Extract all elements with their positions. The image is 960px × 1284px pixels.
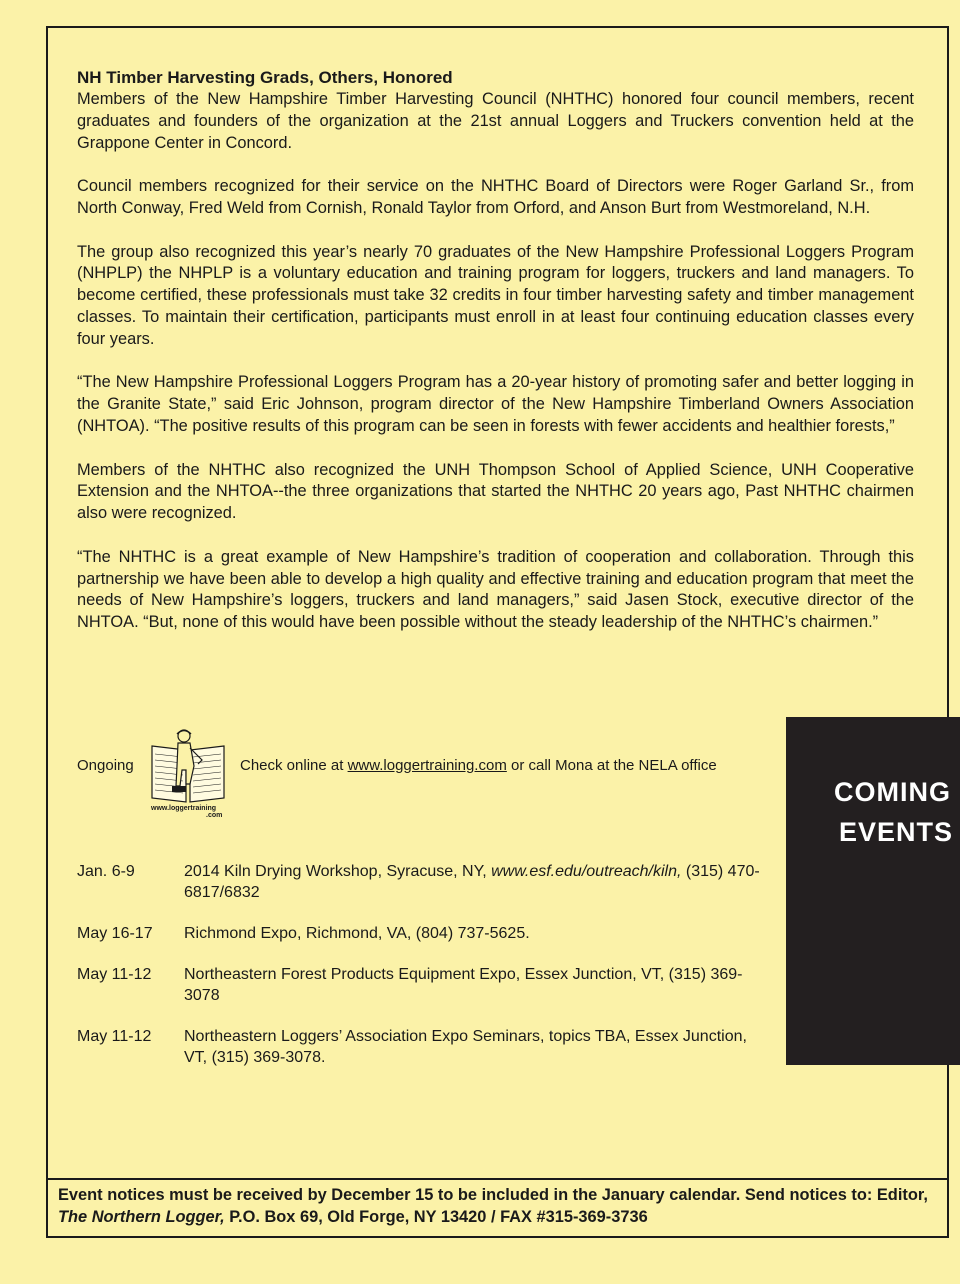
loggertraining-link[interactable]: www.loggertraining.com bbox=[347, 757, 507, 774]
event-description: Northeastern Forest Products Equipment Expo, Essex Junction, VT, (315) 369-3078 bbox=[184, 966, 743, 1004]
event-date: May 11-12 bbox=[77, 966, 152, 983]
article-paragraph: “The New Hampshire Professional Loggers Program has a 20-year history of promoting safer and better logging in the Granite State,” said Eric Johnson, program director of the New Hampshire Timberland Owners Association (NHTOA). “The positive results of this program can be seen in forests with fewer accidents and healthier forests,” bbox=[77, 373, 914, 435]
notice-text: Event notices must be received by December 15 to be included in the January calendar. Send notices to: Editor, bbox=[58, 1186, 928, 1204]
ongoing-description bbox=[240, 757, 717, 774]
article-paragraph: Council members recognized for their service on the NHTHC Board of Directors were Roger Garland Sr., from North Conway, Fred Weld from Cornish, Ronald Taylor from Orford, and Anson Burt from Westmoreland, N.H. bbox=[77, 177, 914, 217]
event-website: www.esf.edu/outreach/kiln, bbox=[491, 863, 682, 880]
article-paragraph: The group also recognized this year’s nearly 70 graduates of the New Hampshire Professional Loggers Program (NHPLP) the NHPLP is a voluntary education and training program for loggers, truckers and land managers. To become certified, these professionals must take 32 credits in four timber harvesting safety and timber management classes. To maintain their certification, participants must enroll in at least four continuing education classes every four years. bbox=[77, 242, 914, 348]
event-date: May 11-12 bbox=[77, 1028, 152, 1045]
coming-events-heading: COMING bbox=[834, 777, 951, 807]
event-description bbox=[184, 862, 769, 903]
event-date: May 16-17 bbox=[77, 925, 153, 942]
article-title: NH Timber Harvesting Grads, Others, Honored bbox=[77, 68, 453, 87]
ongoing-label: Ongoing bbox=[77, 757, 134, 774]
coming-events-tab bbox=[786, 717, 960, 1065]
notice-text: P.O. Box 69, Old Forge, NY 13420 / FAX #315-369-3736 bbox=[224, 1207, 648, 1226]
publication-name: The Northern Logger, bbox=[58, 1207, 225, 1226]
ongoing-text: or call Mona at the NELA office bbox=[506, 757, 717, 774]
event-text: 2014 Kiln Drying Workshop, Syracuse, NY, bbox=[184, 863, 492, 880]
article-paragraph: “The NHTHC is a great example of New Hampshire’s tradition of cooperation and collaboration. Through this partnership we have been able to develop a high quality and effective training and education program that meet the needs of New Hampshire’s loggers, truckers and land managers,” said Jasen Stock, executive director of the NHTOA. “But, none of this would have been possible without the steady leadership of the NHTHC’s chairmen.” bbox=[77, 547, 914, 632]
submission-notice bbox=[58, 1185, 938, 1228]
logo-text: .com bbox=[206, 812, 223, 818]
logger-training-logo bbox=[150, 726, 226, 818]
article-paragraph: Members of the New Hampshire Timber Harvesting Council (NHTHC) honored four council members, recent graduates and founders of the organization at the 21st annual Loggers and Truckers convention held at the Grappone Center in Concord. bbox=[77, 90, 914, 152]
event-description: Richmond Expo, Richmond, VA, (804) 737-5625. bbox=[184, 925, 530, 942]
logo-text: www.loggertraining bbox=[151, 805, 217, 812]
coming-events-heading: EVENTS bbox=[839, 817, 954, 847]
article bbox=[77, 67, 914, 656]
event-description: Northeastern Loggers’ Association Expo Seminars, topics TBA, Essex Junction, VT, (315) 369-3078. bbox=[184, 1028, 747, 1066]
event-text: (315) 470-6817/6832 bbox=[184, 863, 760, 901]
event-date: Jan. 6-9 bbox=[77, 863, 135, 880]
ongoing-text: Check online at bbox=[240, 757, 348, 774]
article-paragraph: Members of the NHTHC also recognized the UNH Thompson School of Applied Science, UNH Cooperative Extension and the NHTOA--the three organizations that started the NHTHC 20 years ago, Past NHTHC chairmen also were recognized. bbox=[77, 460, 914, 523]
